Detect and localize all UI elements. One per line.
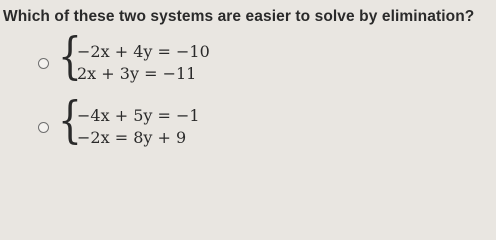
equation: −2x = 8y + 9 — [77, 128, 187, 147]
equation-system-2 — [77, 105, 200, 149]
radio-button-option-2[interactable] — [38, 122, 49, 133]
left-brace-icon: { — [58, 27, 82, 85]
answer-option-2[interactable] — [38, 91, 200, 150]
equation-system-1 — [77, 41, 210, 85]
left-brace-icon: { — [58, 91, 82, 149]
equation: 2x + 3y = −11 — [77, 64, 197, 83]
equation: −4x + 5y = −1 — [77, 106, 200, 125]
answer-option-1[interactable] — [38, 27, 210, 86]
equation: −2x + 4y = −10 — [77, 42, 210, 61]
radio-button-option-1[interactable] — [38, 58, 49, 69]
question-text: Which of these two systems are easier to solve by elimination? — [3, 8, 475, 25]
